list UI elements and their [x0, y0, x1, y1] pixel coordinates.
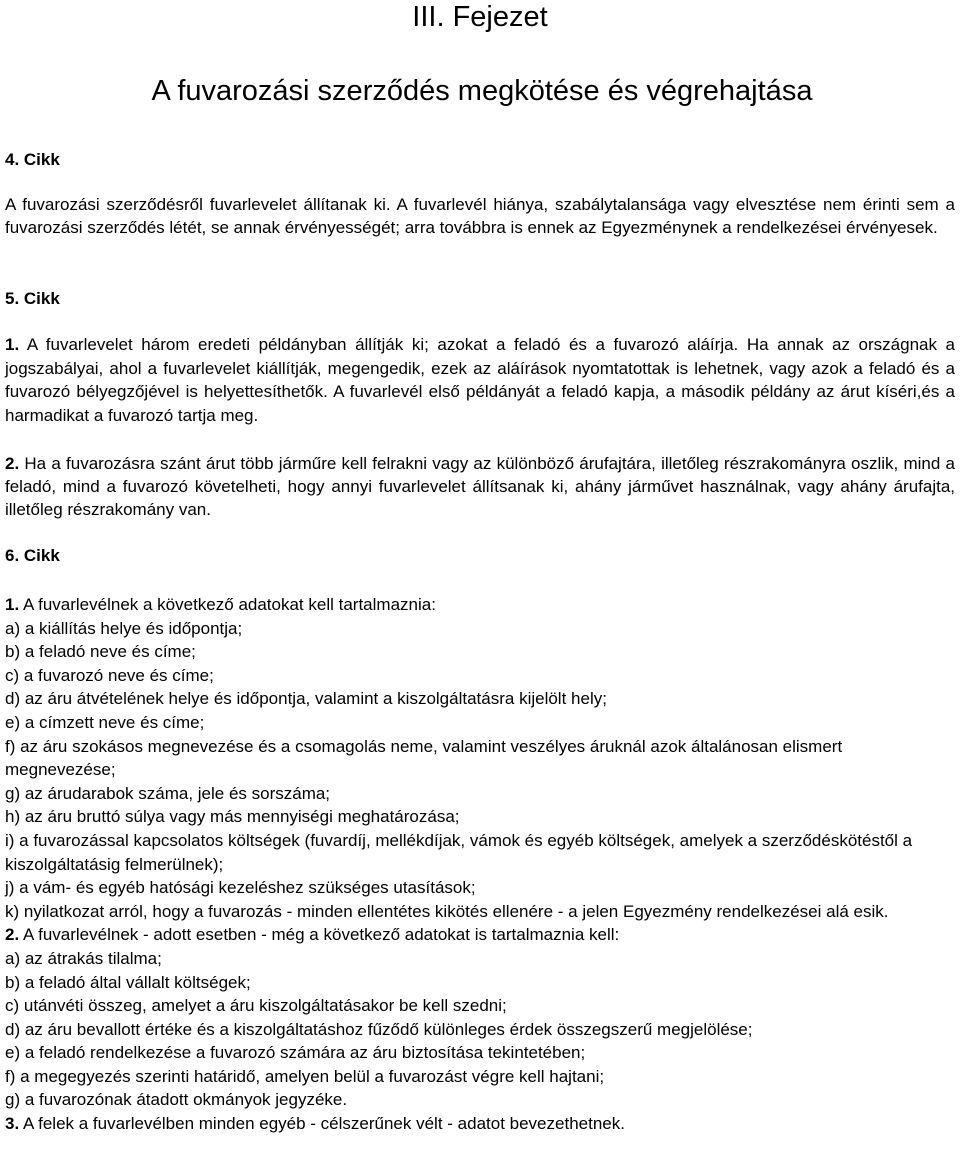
article-5-paragraph-2: [5, 452, 955, 521]
paragraph-number: 1.: [5, 335, 20, 354]
paragraph-number: 2.: [5, 454, 20, 473]
list-item-c: c) a fuvarozó neve és címe;: [5, 665, 214, 685]
paragraph-text: A fuvarlevelet három eredeti példányban állítják ki; azokat a feladó és a fuvarozó aláírja. Ha annak az országnak a jogszabályai, ahol a fuvarlevelet kiállítják, megengedik, ezek az aláírások nyomtatottak is lehetnek, vagy azok a feladó és a fuvarozó bélyegzőjével is helyettesíthetők. A fuvarlevél első példányát a feladó kapja, a második példány az árut kíséri,és a harmadikat a fuvarozó tartja meg.: [5, 335, 955, 425]
list-item-i: i) a fuvarozással kapcsolatos költségek (fuvardíj, mellékdíjak, vámok és egyéb költségek, amelyek a szerződéskötéstől a kiszolgáltatásig felmerülnek);: [5, 830, 913, 874]
list-item-e: e) a címzett neve és címe;: [5, 712, 205, 732]
paragraph-1-intro: 1. A fuvarlevélnek a következő adatokat kell tartalmaznia:: [5, 595, 436, 614]
list-item-b: b) a feladó által vállalt költségek;: [5, 972, 251, 992]
list-item-a: a) az átrakás tilalma;: [5, 948, 162, 968]
list-item-e: e) a feladó rendelkezése a fuvarozó számára az áru biztosítása tekintetében;: [5, 1043, 586, 1063]
paragraph-3: 3. A felek a fuvarlevélben minden egyéb - célszerűnek vélt - adatot bevezethetnek.: [5, 1114, 625, 1134]
list-item-b: b) a feladó neve és címe;: [5, 642, 196, 662]
list-item-f: f) az áru szokásos megnevezése és a csomagolás neme, valamint veszélyes áruknál azok általánosan elismert megnevezése;: [5, 736, 843, 780]
list-item-g: g) az árudarabok száma, jele és sorszáma;: [5, 783, 331, 803]
paragraph-number: 2.: [5, 925, 20, 945]
paragraph-number: 1.: [5, 595, 20, 614]
list-item-h: h) az áru bruttó súlya vagy más mennyiségi meghatározása;: [5, 807, 460, 827]
paragraph-number: 3.: [5, 1114, 20, 1134]
list-item-c: c) utánvéti összeg, amelyet a áru kiszolgáltatásakor be kell szedni;: [5, 996, 507, 1016]
article-6-heading: 6. Cikk: [5, 546, 60, 565]
list-item-d: d) az áru átvételének helye és időpontja, valamint a kiszolgáltatásra kijelölt hely;: [5, 689, 607, 709]
article-5-heading: 5. Cikk: [5, 289, 60, 308]
list-item-d: d) az áru bevallott értéke és a kiszolgáltatáshoz fűződő különleges érdek összegszerű megjelölése;: [5, 1019, 753, 1039]
list-item-k: k) nyilatkozat arról, hogy a fuvarozás - minden ellentétes kikötés ellenére - a jelen Egyezmény rendelkezései alá esik.: [5, 901, 889, 921]
paragraph-text: Ha a fuvarozásra szánt árut több járműre kell felrakni vagy az különböző árufajtára, illetőleg részrakományra oszlik, mind a feladó, mind a fuvarozó követelheti, hogy annyi fuvarlevelet állítsanak ki, ahány járművet használnak, vagy ahány árufajta, illetőleg részrakomány van.: [5, 454, 955, 519]
article-4-text: A fuvarozási szerződésről fuvarlevelet állítanak ki. A fuvarlevél hiánya, szabálytalansága vagy elvesztése nem érinti sem a fuvarozási szerződés létét, se annak érvényességét; arra továbbra is ennek az Egyezménynek a rendelkezései érvényesek.: [5, 195, 955, 237]
article-6-body: [5, 593, 955, 1136]
chapter-title: III. Fejezet: [412, 1, 548, 33]
list-item-j: j) a vám- és egyéb hatósági kezeléshez szükséges utasítások;: [5, 878, 476, 898]
list-item-a: a) a kiállítás helye és időpontja;: [5, 618, 243, 638]
article-4-heading: 4. Cikk: [5, 150, 60, 169]
document-title: A fuvarozási szerződés megkötése és végrehajtása: [151, 75, 813, 107]
article-5-paragraph-1: [5, 333, 955, 427]
list-item-g: g) a fuvarozónak átadott okmányok jegyzéke.: [5, 1090, 348, 1110]
paragraph-2-intro: 2. A fuvarlevélnek - adott esetben - még a következő adatokat is tartalmaznia kell:: [5, 925, 620, 945]
list-item-f: f) a megegyezés szerinti határidő, amelyen belül a fuvarozást végre kell hajtani;: [5, 1066, 605, 1086]
